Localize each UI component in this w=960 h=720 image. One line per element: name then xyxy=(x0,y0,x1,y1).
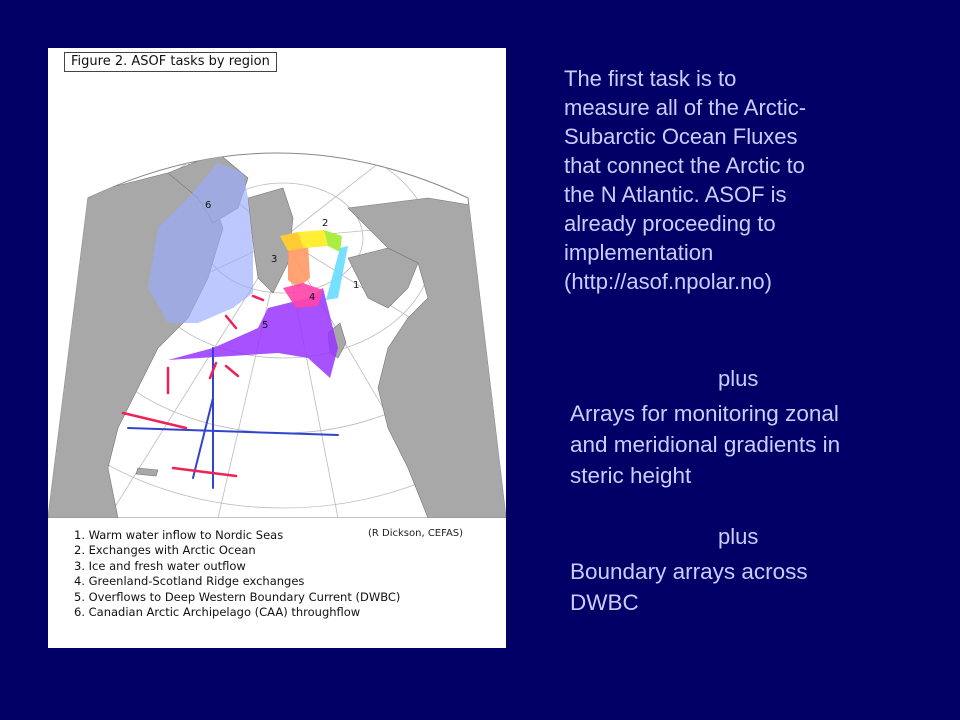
dwbc-line: DWBC xyxy=(570,590,639,615)
figure-panel xyxy=(48,48,506,648)
gradients-line: Arrays for monitoring zonal xyxy=(570,401,839,426)
intro-line: Subarctic Ocean Fluxes xyxy=(564,124,798,149)
intro-line: (http://asof.npolar.no) xyxy=(564,269,772,294)
gradients-line: steric height xyxy=(570,463,692,488)
region-label-3: 3 xyxy=(271,254,278,265)
legend-item: 1. Warm water inflow to Nordic Seas xyxy=(74,528,284,542)
region-label-6: 6 xyxy=(205,200,212,211)
intro-line: the N Atlantic. ASOF is xyxy=(564,182,787,207)
intro-line: that connect the Arctic to xyxy=(564,153,805,178)
region-label-5: 5 xyxy=(262,320,269,331)
dwbc-paragraph xyxy=(570,556,950,618)
intro-paragraph xyxy=(564,64,944,296)
region-label-1: 1 xyxy=(353,280,360,291)
legend-item: 6. Canadian Arctic Archipelago (CAA) throughflow xyxy=(74,605,361,620)
intro-line: already proceeding to xyxy=(564,211,776,236)
dwbc-line: Boundary arrays across xyxy=(570,559,808,584)
legend-item: 5. Overflows to Deep Western Boundary Current (DWBC) xyxy=(74,589,401,604)
plus-label-1: plus xyxy=(718,366,759,391)
asof-region-map xyxy=(48,48,506,518)
intro-line: implementation xyxy=(564,240,714,265)
legend-item: 4. Greenland-Scotland Ridge exchanges xyxy=(74,574,305,589)
region-label-2: 2 xyxy=(322,218,329,229)
figure-credit: (R Dickson, CEFAS) xyxy=(368,528,464,539)
legend-item: 3. Ice and fresh water outflow xyxy=(74,558,246,573)
region-label-4: 4 xyxy=(309,292,316,303)
legend-item: 2. Exchanges with Arctic Ocean xyxy=(74,543,256,558)
plus-label-2: plus xyxy=(718,524,759,549)
intro-line: The first task is to xyxy=(564,66,737,91)
figure-title: Figure 2. ASOF tasks by region xyxy=(64,52,277,72)
gradients-paragraph xyxy=(570,398,950,491)
intro-line: measure all of the Arctic- xyxy=(564,95,807,120)
figure-legend xyxy=(74,528,400,620)
gradients-line: and meridional gradients in xyxy=(570,432,841,457)
